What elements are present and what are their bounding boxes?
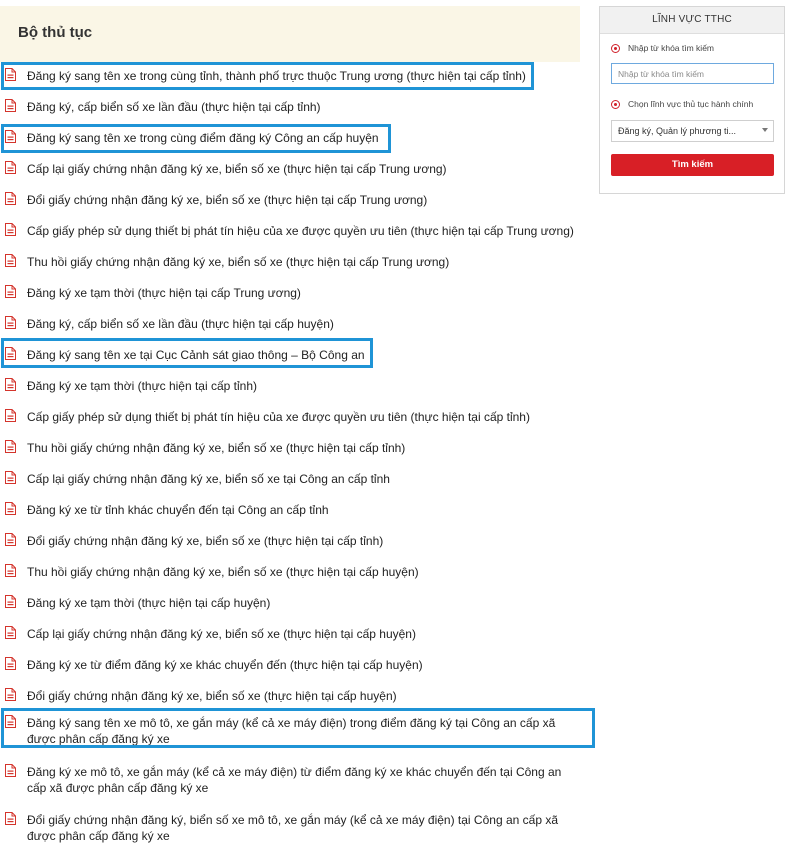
procedure-link[interactable]: Đăng ký xe tạm thời (thực hiện tại cấp Trung ương) xyxy=(27,286,301,300)
radio-icon[interactable] xyxy=(611,100,620,109)
procedure-link[interactable]: Đăng ký, cấp biển số xe lần đầu (thực hiện tại cấp tỉnh) xyxy=(27,100,321,114)
pdf-document-icon xyxy=(5,715,16,728)
procedure-link[interactable]: Đăng ký xe từ tỉnh khác chuyển đến tại Công an cấp tỉnh xyxy=(27,503,329,517)
procedure-link[interactable]: Đăng ký sang tên xe trong cùng tỉnh, thành phố trực thuộc Trung ương (thực hiện tại cấp tỉnh) xyxy=(27,69,526,83)
pdf-document-icon xyxy=(5,68,16,81)
pdf-document-icon xyxy=(5,161,16,174)
filter-sidebar xyxy=(599,6,785,194)
search-input[interactable] xyxy=(611,63,774,84)
pdf-document-icon xyxy=(5,378,16,391)
pdf-document-icon xyxy=(5,764,16,777)
procedure-link[interactable]: Đăng ký xe mô tô, xe gắn máy (kể cả xe máy điện) từ điểm đăng ký xe khác chuyển đến tại Công an cấp xã được phân cấp đăng ký xe xyxy=(27,765,562,795)
procedure-link[interactable]: Thu hồi giấy chứng nhận đăng ký xe, biển số xe (thực hiện tại cấp tỉnh) xyxy=(27,441,406,455)
field-label: Chọn lĩnh vực thủ tục hành chính xyxy=(628,99,754,109)
procedure-link[interactable]: Cấp lại giấy chứng nhận đăng ký xe, biển số xe tại Công an cấp tỉnh xyxy=(27,472,390,486)
pdf-document-icon xyxy=(5,254,16,267)
pdf-document-icon xyxy=(5,688,16,701)
pdf-document-icon xyxy=(5,316,16,329)
procedure-link[interactable]: Thu hồi giấy chứng nhận đăng ký xe, biển số xe (thực hiện tại cấp huyện) xyxy=(27,565,419,579)
sidebar-title: LĨNH VỰC TTHC xyxy=(600,7,784,34)
procedure-link[interactable]: Đăng ký sang tên xe tại Cục Cảnh sát giao thông – Bộ Công an xyxy=(27,348,365,362)
procedure-link[interactable]: Cấp giấy phép sử dụng thiết bị phát tín hiệu của xe được quyền ưu tiên (thực hiện tại cấp Trung ương) xyxy=(27,224,574,238)
section-title: Bộ thủ tục xyxy=(18,24,93,41)
procedure-link[interactable]: Đăng ký sang tên xe trong cùng điểm đăng ký Công an cấp huyện xyxy=(27,131,379,145)
field-select[interactable] xyxy=(611,120,774,142)
procedure-link[interactable]: Đăng ký, cấp biển số xe lần đầu (thực hiện tại cấp huyện) xyxy=(27,317,334,331)
pdf-document-icon xyxy=(5,440,16,453)
pdf-document-icon xyxy=(5,223,16,236)
pdf-document-icon xyxy=(5,595,16,608)
procedure-link[interactable]: Cấp lại giấy chứng nhận đăng ký xe, biển số xe (thực hiện tại cấp Trung ương) xyxy=(27,162,447,176)
caret-down-icon xyxy=(762,128,768,132)
procedure-link[interactable]: Đổi giấy chứng nhận đăng ký xe, biển số xe (thực hiện tại cấp tỉnh) xyxy=(27,534,384,548)
procedure-link[interactable]: Cấp lại giấy chứng nhận đăng ký xe, biển số xe (thực hiện tại cấp huyện) xyxy=(27,627,416,641)
procedure-link[interactable]: Cấp giấy phép sử dụng thiết bị phát tín hiệu của xe được quyền ưu tiên (thực hiện tại cấp tỉnh) xyxy=(27,410,530,424)
pdf-document-icon xyxy=(5,409,16,422)
pdf-document-icon xyxy=(5,502,16,515)
pdf-document-icon xyxy=(5,533,16,546)
pdf-document-icon xyxy=(5,285,16,298)
field-select-value: Đăng ký, Quản lý phương ti... xyxy=(618,126,736,136)
search-button[interactable]: Tìm kiếm xyxy=(611,154,774,176)
pdf-document-icon xyxy=(5,471,16,484)
pdf-document-icon xyxy=(5,657,16,670)
pdf-document-icon xyxy=(5,192,16,205)
pdf-document-icon xyxy=(5,812,16,825)
procedure-link[interactable]: Thu hồi giấy chứng nhận đăng ký xe, biển số xe (thực hiện tại cấp Trung ương) xyxy=(27,255,450,269)
procedure-link[interactable]: Đổi giấy chứng nhận đăng ký, biển số xe mô tô, xe gắn máy (kể cả xe máy điện) tại Công an cấp xã được phân cấp đăng ký xe xyxy=(27,813,558,843)
procedure-link[interactable]: Đổi giấy chứng nhận đăng ký xe, biển số xe (thực hiện tại cấp huyện) xyxy=(27,689,397,703)
pdf-document-icon xyxy=(5,347,16,360)
radio-icon[interactable] xyxy=(611,44,620,53)
procedure-link[interactable]: Đăng ký sang tên xe mô tô, xe gắn máy (kể cả xe máy điện) trong điểm đăng ký tại Công an cấp xã được phân cấp đăng ký xe xyxy=(27,716,556,746)
keyword-label: Nhập từ khóa tìm kiếm xyxy=(628,43,715,53)
pdf-document-icon xyxy=(5,564,16,577)
pdf-document-icon xyxy=(5,99,16,112)
procedure-link[interactable]: Đăng ký xe từ điểm đăng ký xe khác chuyển đến (thực hiện tại cấp huyện) xyxy=(27,658,423,672)
procedure-link[interactable]: Đăng ký xe tạm thời (thực hiện tại cấp tỉnh) xyxy=(27,379,258,393)
procedure-link[interactable]: Đổi giấy chứng nhận đăng ký xe, biển số xe (thực hiện tại cấp Trung ương) xyxy=(27,193,428,207)
pdf-document-icon xyxy=(5,130,16,143)
section-header xyxy=(0,6,580,62)
pdf-document-icon xyxy=(5,626,16,639)
procedure-link[interactable]: Đăng ký xe tạm thời (thực hiện tại cấp huyện) xyxy=(27,596,271,610)
